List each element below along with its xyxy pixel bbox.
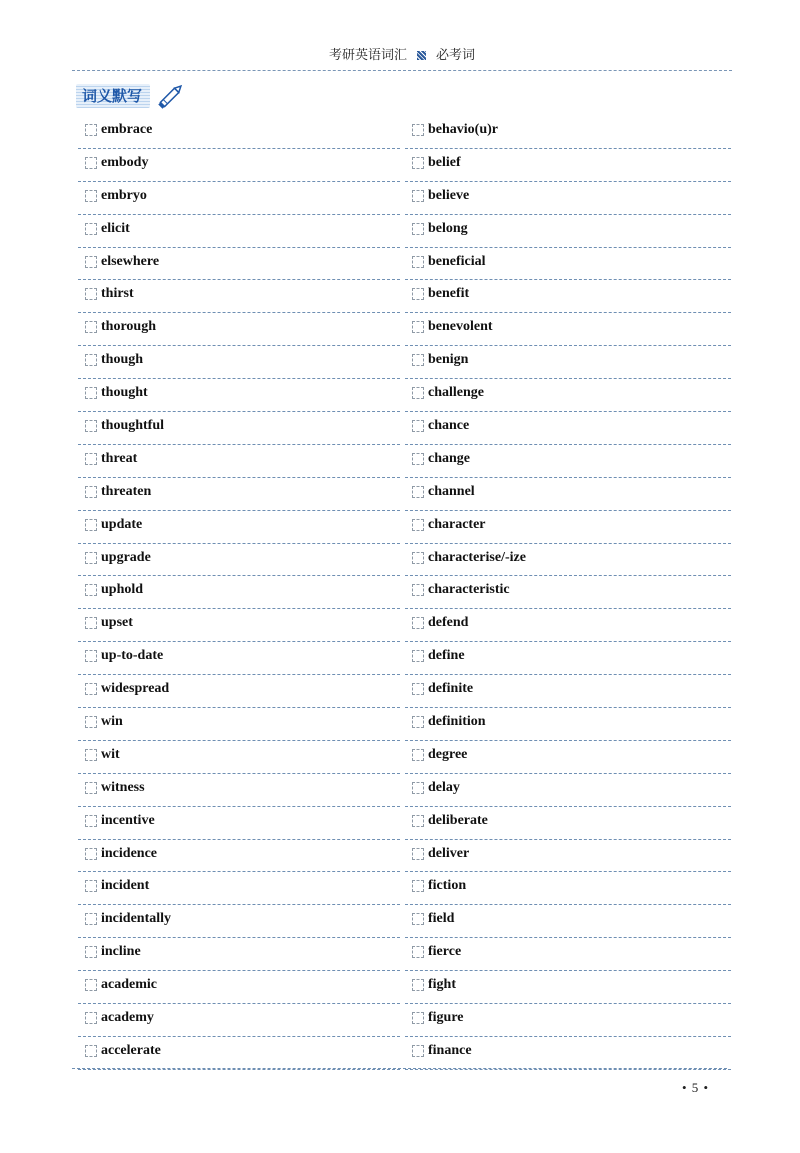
left-word-row <box>78 840 400 873</box>
running-head-right: 必考词 <box>436 48 476 63</box>
footer-divider <box>72 1068 727 1069</box>
left-word-row <box>78 675 400 708</box>
left-word-row <box>78 412 400 445</box>
vocabulary-word: win <box>101 714 123 730</box>
right-word-row <box>405 675 731 708</box>
left-word-row <box>78 609 400 642</box>
vocabulary-word: beneficial <box>428 253 486 269</box>
vocabulary-word: behavio(u)r <box>428 122 498 137</box>
section-title <box>76 84 176 112</box>
vocabulary-word: threaten <box>101 483 152 499</box>
right-word-list <box>405 116 731 1070</box>
left-word-row <box>78 1037 400 1070</box>
checkbox-icon[interactable] <box>412 552 424 564</box>
vocabulary-word: believe <box>428 187 470 203</box>
vocabulary-word: accelerate <box>101 1042 161 1058</box>
checkbox-icon[interactable] <box>412 979 424 991</box>
vocabulary-word: upset <box>101 615 133 631</box>
running-head-square-icon <box>417 51 426 60</box>
right-word-row <box>405 774 731 807</box>
vocabulary-word: figure <box>428 1010 464 1026</box>
right-word-row <box>405 1037 731 1070</box>
right-word-row <box>405 840 731 873</box>
checkbox-icon[interactable] <box>412 321 424 333</box>
vocabulary-word: thoughtful <box>101 418 165 434</box>
left-word-row <box>78 346 400 379</box>
vocabulary-word: thorough <box>101 319 156 335</box>
checkbox-icon[interactable] <box>85 617 97 629</box>
right-word-row <box>405 346 731 379</box>
checkbox-icon[interactable] <box>85 1045 97 1057</box>
left-word-row <box>78 182 400 215</box>
checkbox-icon[interactable] <box>85 453 97 465</box>
left-word-row <box>78 511 400 544</box>
right-word-row <box>405 478 731 511</box>
left-word-row <box>78 215 400 248</box>
vocabulary-word: widespread <box>101 681 170 697</box>
vocabulary-word: define <box>428 648 465 664</box>
left-word-row <box>78 708 400 741</box>
right-word-row <box>405 708 731 741</box>
checkbox-icon[interactable] <box>85 354 97 366</box>
checkbox-icon[interactable] <box>412 946 424 958</box>
left-word-row <box>78 807 400 840</box>
vocabulary-word: benefit <box>428 286 470 302</box>
vocabulary-word: embrace <box>101 122 153 137</box>
checkbox-icon[interactable] <box>412 420 424 432</box>
page-number: • 5 • <box>682 1080 710 1095</box>
right-word-row <box>405 116 731 149</box>
checkbox-icon[interactable] <box>85 1012 97 1024</box>
vocabulary-word: incidence <box>101 845 157 861</box>
checkbox-icon[interactable] <box>85 979 97 991</box>
right-word-row <box>405 215 731 248</box>
vocabulary-word: characteristic <box>428 582 510 598</box>
checkbox-icon[interactable] <box>85 880 97 892</box>
left-word-row <box>78 971 400 1004</box>
vocabulary-word: definition <box>428 714 486 730</box>
checkbox-icon[interactable] <box>412 749 424 761</box>
vocabulary-word: character <box>428 516 486 532</box>
right-word-row <box>405 149 731 182</box>
right-word-row <box>405 511 731 544</box>
vocabulary-word: benign <box>428 352 469 368</box>
checkbox-icon[interactable] <box>412 486 424 498</box>
vocabulary-word: academy <box>101 1010 154 1026</box>
vocabulary-word: wit <box>101 746 120 762</box>
vocabulary-word: belief <box>428 154 461 170</box>
right-word-row <box>405 313 731 346</box>
checkbox-icon[interactable] <box>85 223 97 235</box>
checkbox-icon[interactable] <box>412 880 424 892</box>
vocabulary-word: elsewhere <box>101 253 160 269</box>
checkbox-icon[interactable] <box>412 223 424 235</box>
vocabulary-word: thought <box>101 385 148 401</box>
right-word-row <box>405 248 731 281</box>
vocabulary-word: chance <box>428 418 470 434</box>
left-word-row <box>78 313 400 346</box>
checkbox-icon[interactable] <box>412 848 424 860</box>
right-word-row <box>405 412 731 445</box>
checkbox-icon[interactable] <box>85 420 97 432</box>
checkbox-icon[interactable] <box>85 256 97 268</box>
checkbox-icon[interactable] <box>85 486 97 498</box>
checkbox-icon[interactable] <box>412 1012 424 1024</box>
left-word-row <box>78 248 400 281</box>
vocabulary-word: fiction <box>428 878 467 894</box>
vocabulary-word: threat <box>101 450 138 466</box>
vocabulary-word: characterise/-ize <box>428 549 526 565</box>
running-head-left: 考研英语词汇 <box>328 48 407 63</box>
vocabulary-word: incident <box>101 878 150 894</box>
checkbox-icon[interactable] <box>85 716 97 728</box>
checkbox-icon[interactable] <box>412 1045 424 1057</box>
vocabulary-word: deliberate <box>428 812 488 828</box>
checkbox-icon[interactable] <box>412 124 424 136</box>
checkbox-icon[interactable] <box>412 782 424 794</box>
right-word-row <box>405 905 731 938</box>
right-word-row <box>405 576 731 609</box>
left-word-row <box>78 445 400 478</box>
vocabulary-word: degree <box>428 746 468 762</box>
checkbox-icon[interactable] <box>412 650 424 662</box>
checkbox-icon[interactable] <box>85 749 97 761</box>
vocabulary-word: incentive <box>101 812 155 828</box>
vocabulary-word: deliver <box>428 845 470 861</box>
vocabulary-word: fight <box>428 977 456 993</box>
left-word-list <box>78 116 400 1070</box>
vocabulary-word: field <box>428 911 455 927</box>
left-word-row <box>78 379 400 412</box>
checkbox-icon[interactable] <box>85 650 97 662</box>
checkbox-icon[interactable] <box>85 815 97 827</box>
checkbox-icon[interactable] <box>85 124 97 136</box>
vocabulary-word: challenge <box>428 385 484 401</box>
vocabulary-word: academic <box>101 977 157 993</box>
vocabulary-word: channel <box>428 483 475 499</box>
checkbox-icon[interactable] <box>412 157 424 169</box>
checkbox-icon[interactable] <box>412 354 424 366</box>
left-word-row <box>78 642 400 675</box>
left-word-row <box>78 116 400 149</box>
vocabulary-word: delay <box>428 779 460 795</box>
checkbox-icon[interactable] <box>85 387 97 399</box>
checkbox-icon[interactable] <box>85 848 97 860</box>
vocabulary-word: embryo <box>101 187 147 203</box>
pencil-icon <box>155 80 187 112</box>
left-word-row <box>78 774 400 807</box>
vocabulary-word: though <box>101 352 144 368</box>
right-word-row <box>405 642 731 675</box>
right-word-row <box>405 971 731 1004</box>
vocabulary-word: update <box>101 516 143 532</box>
checkbox-icon[interactable] <box>85 782 97 794</box>
checkbox-icon[interactable] <box>85 519 97 531</box>
left-word-row <box>78 576 400 609</box>
left-word-row <box>78 1004 400 1037</box>
vocabulary-word: incline <box>101 944 141 960</box>
right-word-row <box>405 544 731 577</box>
right-word-row <box>405 280 731 313</box>
vocabulary-word: belong <box>428 220 468 236</box>
vocabulary-word: change <box>428 450 470 466</box>
checkbox-icon[interactable] <box>412 683 424 695</box>
vocabulary-word: upgrade <box>101 549 151 565</box>
running-head <box>72 44 732 63</box>
vocabulary-word: up-to-date <box>101 648 164 664</box>
checkbox-icon[interactable] <box>412 617 424 629</box>
checkbox-icon[interactable] <box>85 157 97 169</box>
left-word-row <box>78 280 400 313</box>
checkbox-icon[interactable] <box>412 913 424 925</box>
checkbox-icon[interactable] <box>85 683 97 695</box>
vocabulary-word: fierce <box>428 944 462 960</box>
right-word-row <box>405 445 731 478</box>
vocabulary-word: embody <box>101 154 149 170</box>
vocabulary-word: uphold <box>101 582 144 598</box>
left-word-row <box>78 938 400 971</box>
checkbox-icon[interactable] <box>412 190 424 202</box>
checkbox-icon[interactable] <box>85 321 97 333</box>
vocabulary-word: defend <box>428 615 469 631</box>
checkbox-icon[interactable] <box>85 552 97 564</box>
checkbox-icon[interactable] <box>85 584 97 596</box>
section-title-label: 词义默写 <box>76 84 150 108</box>
vocabulary-word: elicit <box>101 220 130 236</box>
vocabulary-word: incidentally <box>101 911 172 927</box>
checkbox-icon[interactable] <box>85 946 97 958</box>
checkbox-icon[interactable] <box>412 453 424 465</box>
right-word-row <box>405 741 731 774</box>
right-word-row <box>405 938 731 971</box>
vocabulary-word: benevolent <box>428 319 493 335</box>
checkbox-icon[interactable] <box>412 256 424 268</box>
checkbox-icon[interactable] <box>412 288 424 300</box>
left-word-row <box>78 872 400 905</box>
left-word-row <box>78 741 400 774</box>
right-word-row <box>405 1004 731 1037</box>
right-word-row <box>405 807 731 840</box>
checkbox-icon[interactable] <box>85 913 97 925</box>
checkbox-icon[interactable] <box>412 815 424 827</box>
left-word-row <box>78 905 400 938</box>
right-word-row <box>405 379 731 412</box>
vocabulary-word: witness <box>101 779 145 795</box>
right-word-row <box>405 872 731 905</box>
checkbox-icon[interactable] <box>412 387 424 399</box>
checkbox-icon[interactable] <box>412 716 424 728</box>
left-word-row <box>78 478 400 511</box>
vocabulary-word: definite <box>428 681 474 697</box>
right-word-row <box>405 182 731 215</box>
left-word-row <box>78 149 400 182</box>
checkbox-icon[interactable] <box>85 288 97 300</box>
checkbox-icon[interactable] <box>85 190 97 202</box>
checkbox-icon[interactable] <box>412 519 424 531</box>
page-header <box>72 0 732 71</box>
checkbox-icon[interactable] <box>412 584 424 596</box>
vocabulary-word: finance <box>428 1042 472 1058</box>
left-word-row <box>78 544 400 577</box>
vocabulary-word: thirst <box>101 286 134 302</box>
right-word-row <box>405 609 731 642</box>
